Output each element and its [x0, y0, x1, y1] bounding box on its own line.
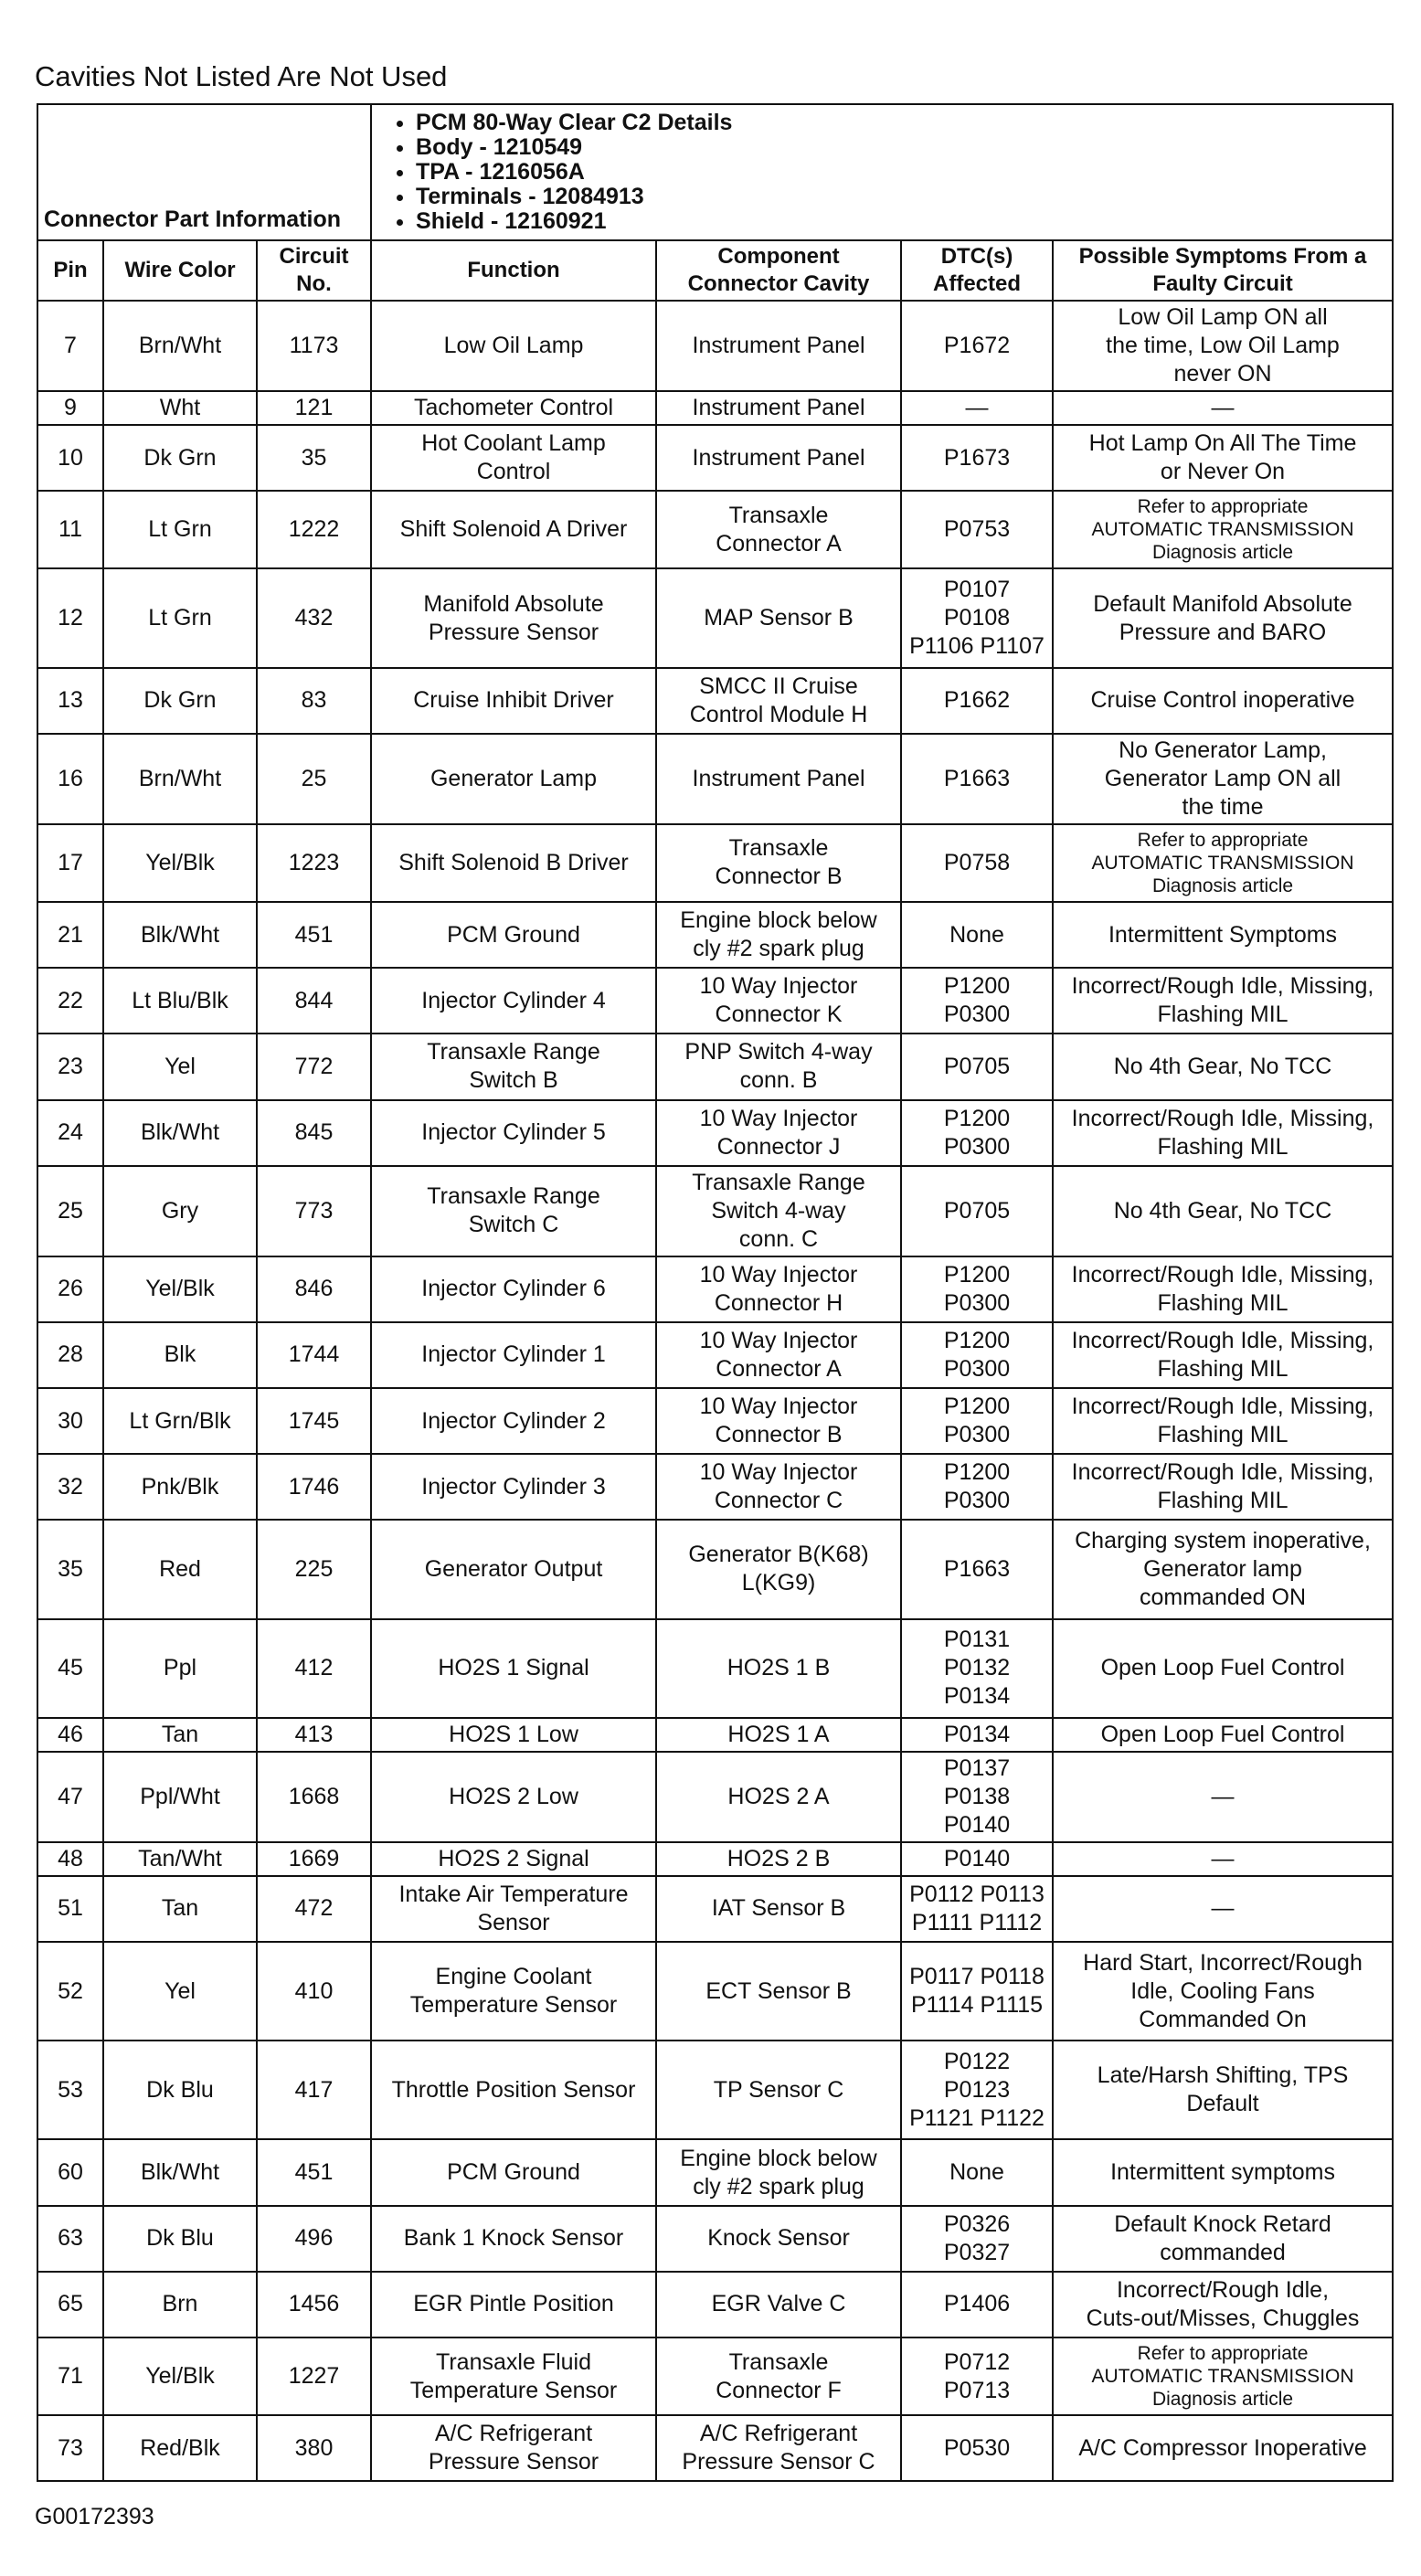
dtc-cell: —: [901, 391, 1053, 425]
table-row: [37, 2272, 1393, 2337]
dtc-cell: P1673: [901, 425, 1053, 491]
connector-detail-item: • TPA - 1216056A: [416, 160, 1383, 185]
pin-cell: 53: [37, 2041, 103, 2139]
column-header-circuit: Circuit No.: [257, 240, 371, 301]
pin-cell: 23: [37, 1034, 103, 1099]
pin-cell: 16: [37, 734, 103, 824]
circuit-cell: 432: [257, 568, 371, 667]
function-cell: A/C Refrigerant Pressure Sensor: [371, 2415, 656, 2481]
symptoms-cell: —: [1053, 1876, 1393, 1942]
component-cell: PNP Switch 4-way conn. B: [656, 1034, 901, 1099]
column-header-symptoms: Possible Symptoms From a Faulty Circuit: [1053, 240, 1393, 301]
wire-color-cell: Gry: [103, 1166, 257, 1256]
dtc-cell: None: [901, 902, 1053, 968]
table-row: [37, 425, 1393, 491]
component-cell: Transaxle Range Switch 4-way conn. C: [656, 1166, 901, 1256]
column-header-function: Function: [371, 240, 656, 301]
function-cell: Shift Solenoid B Driver: [371, 824, 656, 902]
wire-color-cell: Yel/Blk: [103, 1256, 257, 1322]
symptoms-cell: Cruise Control inoperative: [1053, 668, 1393, 734]
symptoms-cell: Hot Lamp On All The Time or Never On: [1053, 425, 1393, 491]
component-cell: HO2S 1 B: [656, 1619, 901, 1718]
symptoms-cell: Late/Harsh Shifting, TPS Default: [1053, 2041, 1393, 2139]
function-cell: Injector Cylinder 3: [371, 1454, 656, 1520]
table-row: [37, 1876, 1393, 1942]
table-row: [37, 1034, 1393, 1099]
pin-cell: 73: [37, 2415, 103, 2481]
function-cell: PCM Ground: [371, 2139, 656, 2205]
function-cell: Injector Cylinder 2: [371, 1388, 656, 1454]
dtc-cell: P0107 P0108 P1106 P1107: [901, 568, 1053, 667]
symptoms-cell: Refer to appropriate AUTOMATIC TRANSMISSION Diagnosis article: [1053, 2337, 1393, 2415]
column-header-pin: Pin: [37, 240, 103, 301]
circuit-cell: 1223: [257, 824, 371, 902]
table-row: [37, 2337, 1393, 2415]
circuit-cell: 1744: [257, 1322, 371, 1388]
dtc-cell: None: [901, 2139, 1053, 2205]
function-cell: Transaxle Fluid Temperature Sensor: [371, 2337, 656, 2415]
component-cell: Instrument Panel: [656, 425, 901, 491]
dtc-cell: P0122 P0123 P1121 P1122: [901, 2041, 1053, 2139]
table-row: [37, 1166, 1393, 1256]
function-cell: Generator Lamp: [371, 734, 656, 824]
function-cell: Throttle Position Sensor: [371, 2041, 656, 2139]
dtc-cell: P1200 P0300: [901, 1388, 1053, 1454]
connector-detail-item: • Body - 1210549: [416, 135, 1383, 160]
table-row: [37, 391, 1393, 425]
component-cell: Engine block below cly #2 spark plug: [656, 902, 901, 968]
pin-cell: 47: [37, 1752, 103, 1842]
pin-cell: 10: [37, 425, 103, 491]
component-cell: EGR Valve C: [656, 2272, 901, 2337]
circuit-cell: 846: [257, 1256, 371, 1322]
wire-color-cell: Wht: [103, 391, 257, 425]
connector-detail-item: • Terminals - 12084913: [416, 185, 1383, 209]
circuit-cell: 417: [257, 2041, 371, 2139]
circuit-cell: 1222: [257, 491, 371, 568]
component-cell: Engine block below cly #2 spark plug: [656, 2139, 901, 2205]
table-row: [37, 1322, 1393, 1388]
circuit-cell: 413: [257, 1718, 371, 1752]
column-header-wire-color: Wire Color: [103, 240, 257, 301]
circuit-cell: 496: [257, 2206, 371, 2272]
component-cell: 10 Way Injector Connector J: [656, 1100, 901, 1166]
wire-color-cell: Pnk/Blk: [103, 1454, 257, 1520]
symptoms-cell: No Generator Lamp, Generator Lamp ON all the time: [1053, 734, 1393, 824]
dtc-cell: P0131 P0132 P0134: [901, 1619, 1053, 1718]
circuit-cell: 451: [257, 2139, 371, 2205]
component-cell: Transaxle Connector A: [656, 491, 901, 568]
symptoms-cell: —: [1053, 1842, 1393, 1876]
wire-color-cell: Dk Blu: [103, 2206, 257, 2272]
symptoms-cell: Default Manifold Absolute Pressure and BARO: [1053, 568, 1393, 667]
pin-cell: 32: [37, 1454, 103, 1520]
pin-cell: 13: [37, 668, 103, 734]
circuit-cell: 451: [257, 902, 371, 968]
pin-cell: 48: [37, 1842, 103, 1876]
component-cell: Transaxle Connector F: [656, 2337, 901, 2415]
wire-color-cell: Brn/Wht: [103, 301, 257, 391]
table-row: [37, 734, 1393, 824]
function-cell: Cruise Inhibit Driver: [371, 668, 656, 734]
pin-cell: 24: [37, 1100, 103, 1166]
function-cell: HO2S 1 Low: [371, 1718, 656, 1752]
dtc-cell: P1200 P0300: [901, 1256, 1053, 1322]
table-row: [37, 968, 1393, 1034]
component-cell: Instrument Panel: [656, 301, 901, 391]
dtc-cell: P1200 P0300: [901, 1454, 1053, 1520]
component-cell: ECT Sensor B: [656, 1942, 901, 2041]
pin-cell: 35: [37, 1520, 103, 1618]
dtc-cell: P0140: [901, 1842, 1053, 1876]
symptoms-cell: Hard Start, Incorrect/Rough Idle, Cooling Fans Commanded On: [1053, 1942, 1393, 2041]
function-cell: PCM Ground: [371, 902, 656, 968]
wire-color-cell: Dk Blu: [103, 2041, 257, 2139]
table-row: [37, 1619, 1393, 1718]
table-row: [37, 1454, 1393, 1520]
dtc-cell: P1200 P0300: [901, 968, 1053, 1034]
pin-cell: 7: [37, 301, 103, 391]
circuit-cell: 845: [257, 1100, 371, 1166]
circuit-cell: 380: [257, 2415, 371, 2481]
function-cell: HO2S 2 Low: [371, 1752, 656, 1842]
circuit-cell: 844: [257, 968, 371, 1034]
pin-cell: 60: [37, 2139, 103, 2205]
pin-cell: 17: [37, 824, 103, 902]
wire-color-cell: Lt Grn: [103, 491, 257, 568]
connector-info-row: [37, 104, 1393, 240]
pin-cell: 28: [37, 1322, 103, 1388]
wire-color-cell: Blk/Wht: [103, 1100, 257, 1166]
dtc-cell: P0117 P0118 P1114 P1115: [901, 1942, 1053, 2041]
symptoms-cell: Low Oil Lamp ON all the time, Low Oil Lamp never ON: [1053, 301, 1393, 391]
table-row: [37, 1520, 1393, 1618]
symptoms-cell: Incorrect/Rough Idle, Missing, Flashing MIL: [1053, 1322, 1393, 1388]
component-cell: IAT Sensor B: [656, 1876, 901, 1942]
symptoms-cell: No 4th Gear, No TCC: [1053, 1034, 1393, 1099]
dtc-cell: P1200 P0300: [901, 1100, 1053, 1166]
pin-cell: 11: [37, 491, 103, 568]
wire-color-cell: Dk Grn: [103, 668, 257, 734]
pin-cell: 9: [37, 391, 103, 425]
dtc-cell: P1200 P0300: [901, 1322, 1053, 1388]
pin-cell: 25: [37, 1166, 103, 1256]
table-row: [37, 2041, 1393, 2139]
table-row: [37, 1256, 1393, 1322]
wire-color-cell: Tan: [103, 1876, 257, 1942]
circuit-cell: 83: [257, 668, 371, 734]
wire-color-cell: Brn: [103, 2272, 257, 2337]
wire-color-cell: Yel: [103, 1034, 257, 1099]
dtc-cell: P0530: [901, 2415, 1053, 2481]
dtc-cell: P1672: [901, 301, 1053, 391]
dtc-cell: P0753: [901, 491, 1053, 568]
component-cell: Generator B(K68) L(KG9): [656, 1520, 901, 1618]
column-header-row: [37, 240, 1393, 301]
symptoms-cell: A/C Compressor Inoperative: [1053, 2415, 1393, 2481]
wire-color-cell: Lt Grn: [103, 568, 257, 667]
function-cell: Bank 1 Knock Sensor: [371, 2206, 656, 2272]
table-row: [37, 1752, 1393, 1842]
pin-cell: 51: [37, 1876, 103, 1942]
symptoms-cell: Incorrect/Rough Idle, Missing, Flashing MIL: [1053, 968, 1393, 1034]
component-cell: Instrument Panel: [656, 734, 901, 824]
wire-color-cell: Lt Blu/Blk: [103, 968, 257, 1034]
dtc-cell: P0712 P0713: [901, 2337, 1053, 2415]
table-row: [37, 902, 1393, 968]
dtc-cell: P0705: [901, 1166, 1053, 1256]
component-cell: HO2S 2 A: [656, 1752, 901, 1842]
dtc-cell: P1663: [901, 734, 1053, 824]
symptoms-cell: Refer to appropriate AUTOMATIC TRANSMISSION Diagnosis article: [1053, 491, 1393, 568]
table-row: [37, 1842, 1393, 1876]
symptoms-cell: Open Loop Fuel Control: [1053, 1718, 1393, 1752]
symptoms-cell: Incorrect/Rough Idle, Missing, Flashing MIL: [1053, 1454, 1393, 1520]
figure-code: G00172393: [35, 2504, 154, 2529]
connector-info-label: Connector Part Information: [37, 104, 371, 240]
symptoms-cell: —: [1053, 1752, 1393, 1842]
dtc-cell: P0758: [901, 824, 1053, 902]
function-cell: HO2S 2 Signal: [371, 1842, 656, 1876]
function-cell: Low Oil Lamp: [371, 301, 656, 391]
circuit-cell: 225: [257, 1520, 371, 1618]
symptoms-cell: Refer to appropriate AUTOMATIC TRANSMISSION Diagnosis article: [1053, 824, 1393, 902]
wire-color-cell: Yel/Blk: [103, 824, 257, 902]
function-cell: Generator Output: [371, 1520, 656, 1618]
dtc-cell: P1662: [901, 668, 1053, 734]
circuit-cell: 1668: [257, 1752, 371, 1842]
function-cell: Transaxle Range Switch C: [371, 1166, 656, 1256]
component-cell: HO2S 1 A: [656, 1718, 901, 1752]
wire-color-cell: Blk/Wht: [103, 902, 257, 968]
circuit-cell: 773: [257, 1166, 371, 1256]
circuit-cell: 35: [257, 425, 371, 491]
circuit-cell: 1669: [257, 1842, 371, 1876]
wire-color-cell: Red: [103, 1520, 257, 1618]
dtc-cell: P0134: [901, 1718, 1053, 1752]
table-row: [37, 2206, 1393, 2272]
component-cell: 10 Way Injector Connector K: [656, 968, 901, 1034]
wire-color-cell: Red/Blk: [103, 2415, 257, 2481]
dtc-cell: P0112 P0113 P1111 P1112: [901, 1876, 1053, 1942]
wire-color-cell: Tan: [103, 1718, 257, 1752]
wire-color-cell: Blk: [103, 1322, 257, 1388]
pin-cell: 45: [37, 1619, 103, 1718]
table-row: [37, 1718, 1393, 1752]
pin-cell: 46: [37, 1718, 103, 1752]
table-row: [37, 2415, 1393, 2481]
connector-detail-item: • PCM 80-Way Clear C2 Details: [416, 111, 1383, 135]
component-cell: SMCC II Cruise Control Module H: [656, 668, 901, 734]
circuit-cell: 772: [257, 1034, 371, 1099]
pin-cell: 71: [37, 2337, 103, 2415]
dtc-cell: P0137 P0138 P0140: [901, 1752, 1053, 1842]
function-cell: Intake Air Temperature Sensor: [371, 1876, 656, 1942]
circuit-cell: 410: [257, 1942, 371, 2041]
function-cell: Injector Cylinder 4: [371, 968, 656, 1034]
circuit-cell: 1456: [257, 2272, 371, 2337]
circuit-cell: 472: [257, 1876, 371, 1942]
page-title: Cavities Not Listed Are Not Used: [35, 60, 448, 92]
component-cell: 10 Way Injector Connector H: [656, 1256, 901, 1322]
table-row: [37, 301, 1393, 391]
function-cell: Transaxle Range Switch B: [371, 1034, 656, 1099]
dtc-cell: P1663: [901, 1520, 1053, 1618]
component-cell: Knock Sensor: [656, 2206, 901, 2272]
pin-cell: 21: [37, 902, 103, 968]
component-cell: TP Sensor C: [656, 2041, 901, 2139]
component-cell: MAP Sensor B: [656, 568, 901, 667]
table-row: [37, 491, 1393, 568]
symptoms-cell: No 4th Gear, No TCC: [1053, 1166, 1393, 1256]
function-cell: Injector Cylinder 1: [371, 1322, 656, 1388]
wire-color-cell: Yel: [103, 1942, 257, 2041]
component-cell: 10 Way Injector Connector C: [656, 1454, 901, 1520]
component-cell: A/C Refrigerant Pressure Sensor C: [656, 2415, 901, 2481]
function-cell: Injector Cylinder 5: [371, 1100, 656, 1166]
circuit-cell: 1173: [257, 301, 371, 391]
component-cell: Transaxle Connector B: [656, 824, 901, 902]
column-header-component: Component Connector Cavity: [656, 240, 901, 301]
wire-color-cell: Brn/Wht: [103, 734, 257, 824]
circuit-cell: 412: [257, 1619, 371, 1718]
symptoms-cell: Charging system inoperative, Generator lamp commanded ON: [1053, 1520, 1393, 1618]
symptoms-cell: Default Knock Retard commanded: [1053, 2206, 1393, 2272]
function-cell: HO2S 1 Signal: [371, 1619, 656, 1718]
symptoms-cell: Open Loop Fuel Control: [1053, 1619, 1393, 1718]
circuit-cell: 1745: [257, 1388, 371, 1454]
symptoms-cell: —: [1053, 391, 1393, 425]
connector-details: [371, 104, 1393, 240]
function-cell: Tachometer Control: [371, 391, 656, 425]
symptoms-cell: Incorrect/Rough Idle, Missing, Flashing MIL: [1053, 1256, 1393, 1322]
table-row: [37, 1942, 1393, 2041]
wire-color-cell: Yel/Blk: [103, 2337, 257, 2415]
circuit-cell: 25: [257, 734, 371, 824]
wire-color-cell: Blk/Wht: [103, 2139, 257, 2205]
dtc-cell: P1406: [901, 2272, 1053, 2337]
function-cell: EGR Pintle Position: [371, 2272, 656, 2337]
table-row: [37, 568, 1393, 667]
symptoms-cell: Incorrect/Rough Idle, Missing, Flashing MIL: [1053, 1100, 1393, 1166]
column-header-dtc: DTC(s) Affected: [901, 240, 1053, 301]
circuit-cell: 1746: [257, 1454, 371, 1520]
pin-cell: 22: [37, 968, 103, 1034]
component-cell: 10 Way Injector Connector A: [656, 1322, 901, 1388]
pin-cell: 63: [37, 2206, 103, 2272]
table-row: [37, 824, 1393, 902]
pin-cell: 30: [37, 1388, 103, 1454]
dtc-cell: P0705: [901, 1034, 1053, 1099]
circuit-cell: 1227: [257, 2337, 371, 2415]
dtc-cell: P0326 P0327: [901, 2206, 1053, 2272]
symptoms-cell: Intermittent symptoms: [1053, 2139, 1393, 2205]
pin-cell: 65: [37, 2272, 103, 2337]
table-row: [37, 1388, 1393, 1454]
wire-color-cell: Lt Grn/Blk: [103, 1388, 257, 1454]
function-cell: Injector Cylinder 6: [371, 1256, 656, 1322]
function-cell: Hot Coolant Lamp Control: [371, 425, 656, 491]
pin-cell: 12: [37, 568, 103, 667]
wire-color-cell: Ppl: [103, 1619, 257, 1718]
pin-cell: 52: [37, 1942, 103, 2041]
wire-color-cell: Dk Grn: [103, 425, 257, 491]
pin-cell: 26: [37, 1256, 103, 1322]
table-row: [37, 668, 1393, 734]
component-cell: HO2S 2 B: [656, 1842, 901, 1876]
circuit-cell: 121: [257, 391, 371, 425]
function-cell: Engine Coolant Temperature Sensor: [371, 1942, 656, 2041]
component-cell: 10 Way Injector Connector B: [656, 1388, 901, 1454]
function-cell: Shift Solenoid A Driver: [371, 491, 656, 568]
symptoms-cell: Incorrect/Rough Idle, Missing, Flashing MIL: [1053, 1388, 1393, 1454]
function-cell: Manifold Absolute Pressure Sensor: [371, 568, 656, 667]
table-row: [37, 2139, 1393, 2205]
component-cell: Instrument Panel: [656, 391, 901, 425]
symptoms-cell: Incorrect/Rough Idle, Cuts-out/Misses, Chuggles: [1053, 2272, 1393, 2337]
connector-detail-item: • Shield - 12160921: [416, 209, 1383, 234]
wire-color-cell: Ppl/Wht: [103, 1752, 257, 1842]
table-row: [37, 1100, 1393, 1166]
wire-color-cell: Tan/Wht: [103, 1842, 257, 1876]
connector-table: [37, 103, 1394, 2482]
symptoms-cell: Intermittent Symptoms: [1053, 902, 1393, 968]
